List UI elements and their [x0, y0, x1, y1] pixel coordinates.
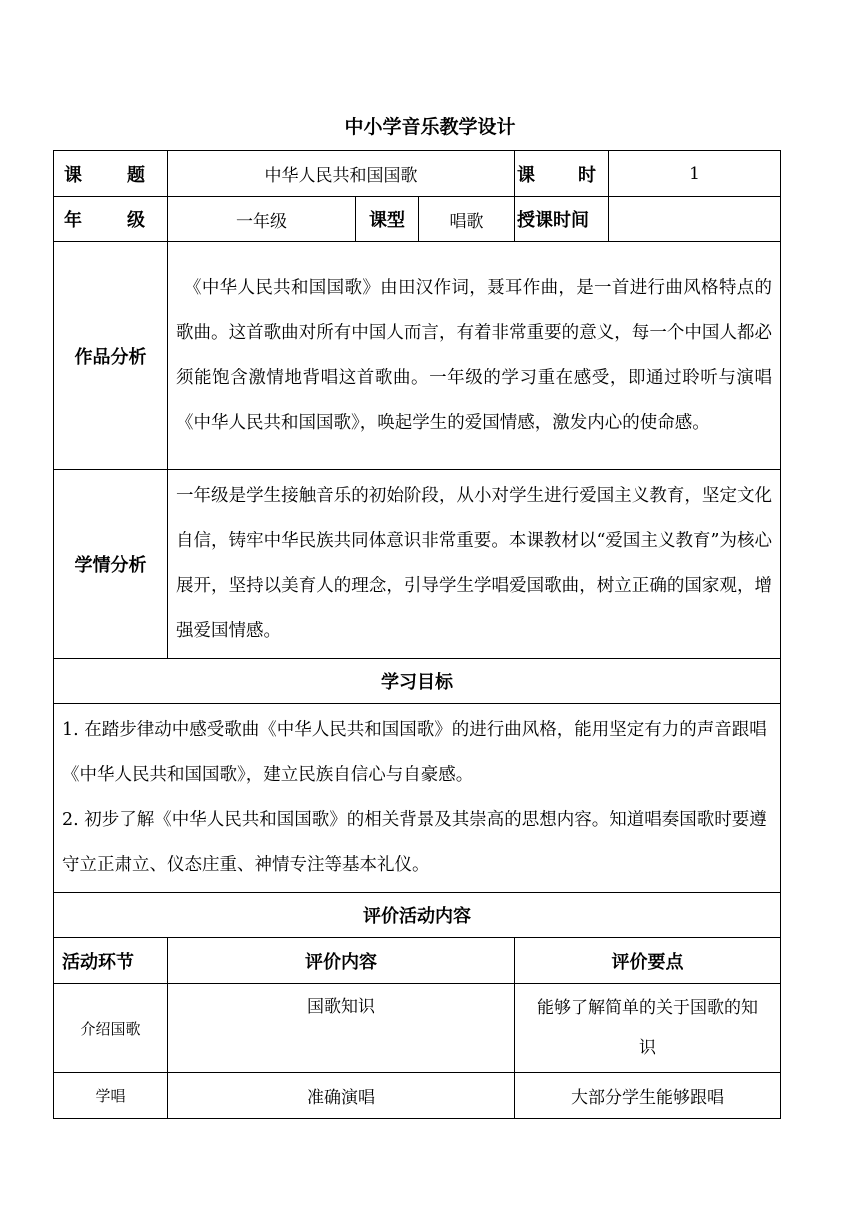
eval-col-points: 评价要点 [515, 938, 781, 984]
eval-row-2-stage: 学唱 [54, 1073, 168, 1119]
table-row [54, 1073, 781, 1119]
period-label-b: 时 [578, 164, 597, 186]
period-value: 1 [609, 151, 781, 197]
student-analysis-text: 一年级是学生接触音乐的初始阶段，从小对学生进行爱国主义教育，坚定文化自信，铸牢中华民族共同体意识非常重要。本课教材以“爱国主义教育”为核心展开，坚持以美育人的理念，引导学生学唱爱国歌曲，树立正确的国家观，增强爱国情感。 [176, 486, 773, 641]
work-analysis-row [54, 242, 781, 470]
eval-col-stage: 活动环节 [54, 938, 168, 984]
objectives-row [54, 704, 781, 893]
eval-row-2-points: 大部分学生能够跟唱 [515, 1073, 781, 1119]
work-analysis-text: 《中华人民共和国国歌》由田汉作词，聂耳作曲，是一首进行曲风格特点的歌曲。这首歌曲对所有中国人而言，有着非常重要的意义，每一个中国人都必须能饱含激情地背唱这首歌曲。一年级的学习重在感受，即通过聆听与演唱《中华人民共和国国歌》，唤起学生的爱国情感，激发内心的使命感。 [176, 277, 773, 433]
grade-value: 一年级 [168, 197, 356, 242]
time-label: 授课时间 [515, 197, 609, 242]
topic-label-cell [54, 151, 168, 197]
work-analysis-label: 作品分析 [54, 242, 168, 470]
type-label: 课型 [356, 197, 419, 242]
eval-col-content: 评价内容 [168, 938, 515, 984]
work-analysis-cell [168, 242, 781, 470]
objectives-heading: 学习目标 [54, 659, 781, 704]
topic-row [54, 151, 781, 197]
objectives-cell [54, 704, 781, 893]
grade-label-b: 级 [127, 210, 145, 231]
time-value [609, 197, 781, 242]
evaluation-heading-row [54, 893, 781, 938]
period-label-cell [515, 151, 609, 197]
topic-label-b: 题 [127, 164, 145, 186]
grade-label-cell [54, 197, 168, 242]
evaluation-header-row [54, 938, 781, 984]
topic-label-a: 课 [64, 164, 82, 186]
topic-value: 中华人民共和国国歌 [168, 151, 515, 197]
eval-row-1-points: 能够了解简单的关于国歌的知识 [515, 984, 781, 1073]
student-analysis-cell [168, 470, 781, 659]
eval-row-1-stage: 介绍国歌 [54, 984, 168, 1073]
eval-row-2-content: 准确演唱 [168, 1073, 515, 1119]
period-label-a: 课 [517, 164, 536, 186]
page-title: 中小学音乐教学设计 [344, 116, 516, 138]
grade-row [54, 197, 781, 242]
student-analysis-label: 学情分析 [54, 470, 168, 659]
evaluation-heading: 评价活动内容 [54, 893, 781, 938]
table-row [54, 984, 781, 1073]
type-value: 唱歌 [419, 197, 515, 242]
student-analysis-row [54, 470, 781, 659]
eval-row-1-content: 国歌知识 [168, 984, 515, 1073]
objective-item-2: 2. 初步了解《中华人民共和国国歌》的相关背景及其崇高的思想内容。知道唱奏国歌时要遵守立正肃立、仪态庄重、神情专注等基本礼仪。 [62, 810, 767, 875]
lesson-plan-table [53, 150, 781, 1119]
objectives-heading-row [54, 659, 781, 704]
objective-item-1: 1. 在踏步律动中感受歌曲《中华人民共和国国歌》的进行曲风格，能用坚定有力的声音跟唱《中华人民共和国国歌》，建立民族自信心与自豪感。 [62, 720, 767, 785]
grade-label-a: 年 [64, 210, 82, 231]
